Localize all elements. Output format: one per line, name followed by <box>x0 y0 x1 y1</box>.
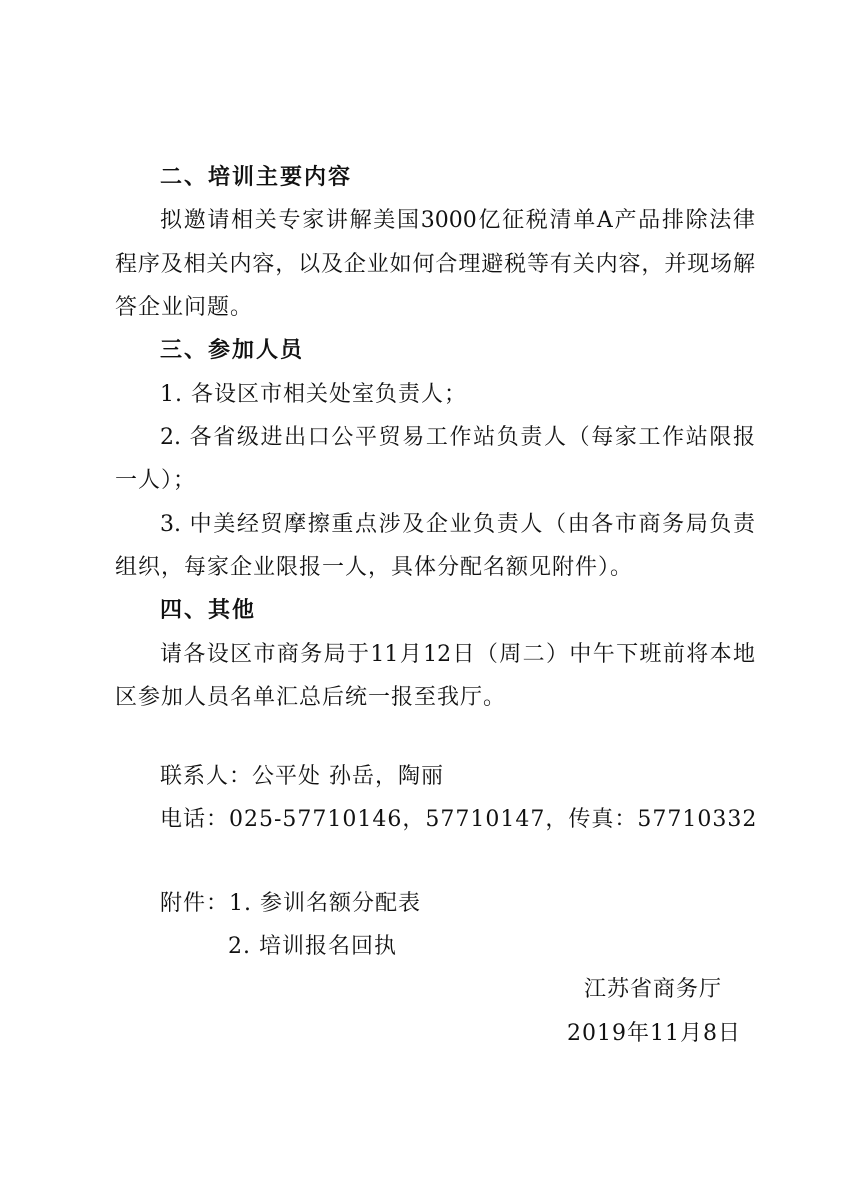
section3-item1: 1. 各设区市相关处室负责人； <box>160 382 467 407</box>
section3-item2-line2: 一人）； <box>115 468 197 493</box>
section2-heading: 二、培训主要内容 <box>160 165 353 190</box>
contact-person: 联系人：公平处 孙岳，陶丽 <box>160 764 444 789</box>
signature-date: 2019年11月8日 <box>567 1021 741 1046</box>
attachment-item1: 附件：1. 参训名额分配表 <box>160 891 421 916</box>
section3-item3-line1: 3. 中美经贸摩擦重点涉及企业负责人（由各市商务局负责 <box>160 512 755 537</box>
section4-heading: 四、其他 <box>160 598 257 623</box>
attachment-item2: 2. 培训报名回执 <box>228 934 397 959</box>
section3-heading: 三、参加人员 <box>160 338 305 363</box>
section2-para-line3: 答企业问题。 <box>115 295 254 320</box>
section2-para-line1: 拟邀请相关专家讲解美国3000亿征税清单A产品排除法律 <box>160 208 755 233</box>
signature-org: 江苏省商务厅 <box>584 977 723 1002</box>
section3-item3-line2: 组织，每家企业限报一人，具体分配名额见附件）。 <box>115 555 634 580</box>
contact-phone: 电话：025-57710146，57710147，传真：57710332 <box>160 807 758 832</box>
section4-para-line2: 区参加人员名单汇总后统一报至我厅。 <box>115 685 507 710</box>
section3-item2-line1: 2. 各省级进出口公平贸易工作站负责人（每家工作站限报 <box>160 425 755 450</box>
section4-para-line1: 请各设区市商务局于11月12日（周二）中午下班前将本地 <box>160 642 755 667</box>
section2-para-line2: 程序及相关内容，以及企业如何合理避税等有关内容，并现场解 <box>115 252 755 277</box>
